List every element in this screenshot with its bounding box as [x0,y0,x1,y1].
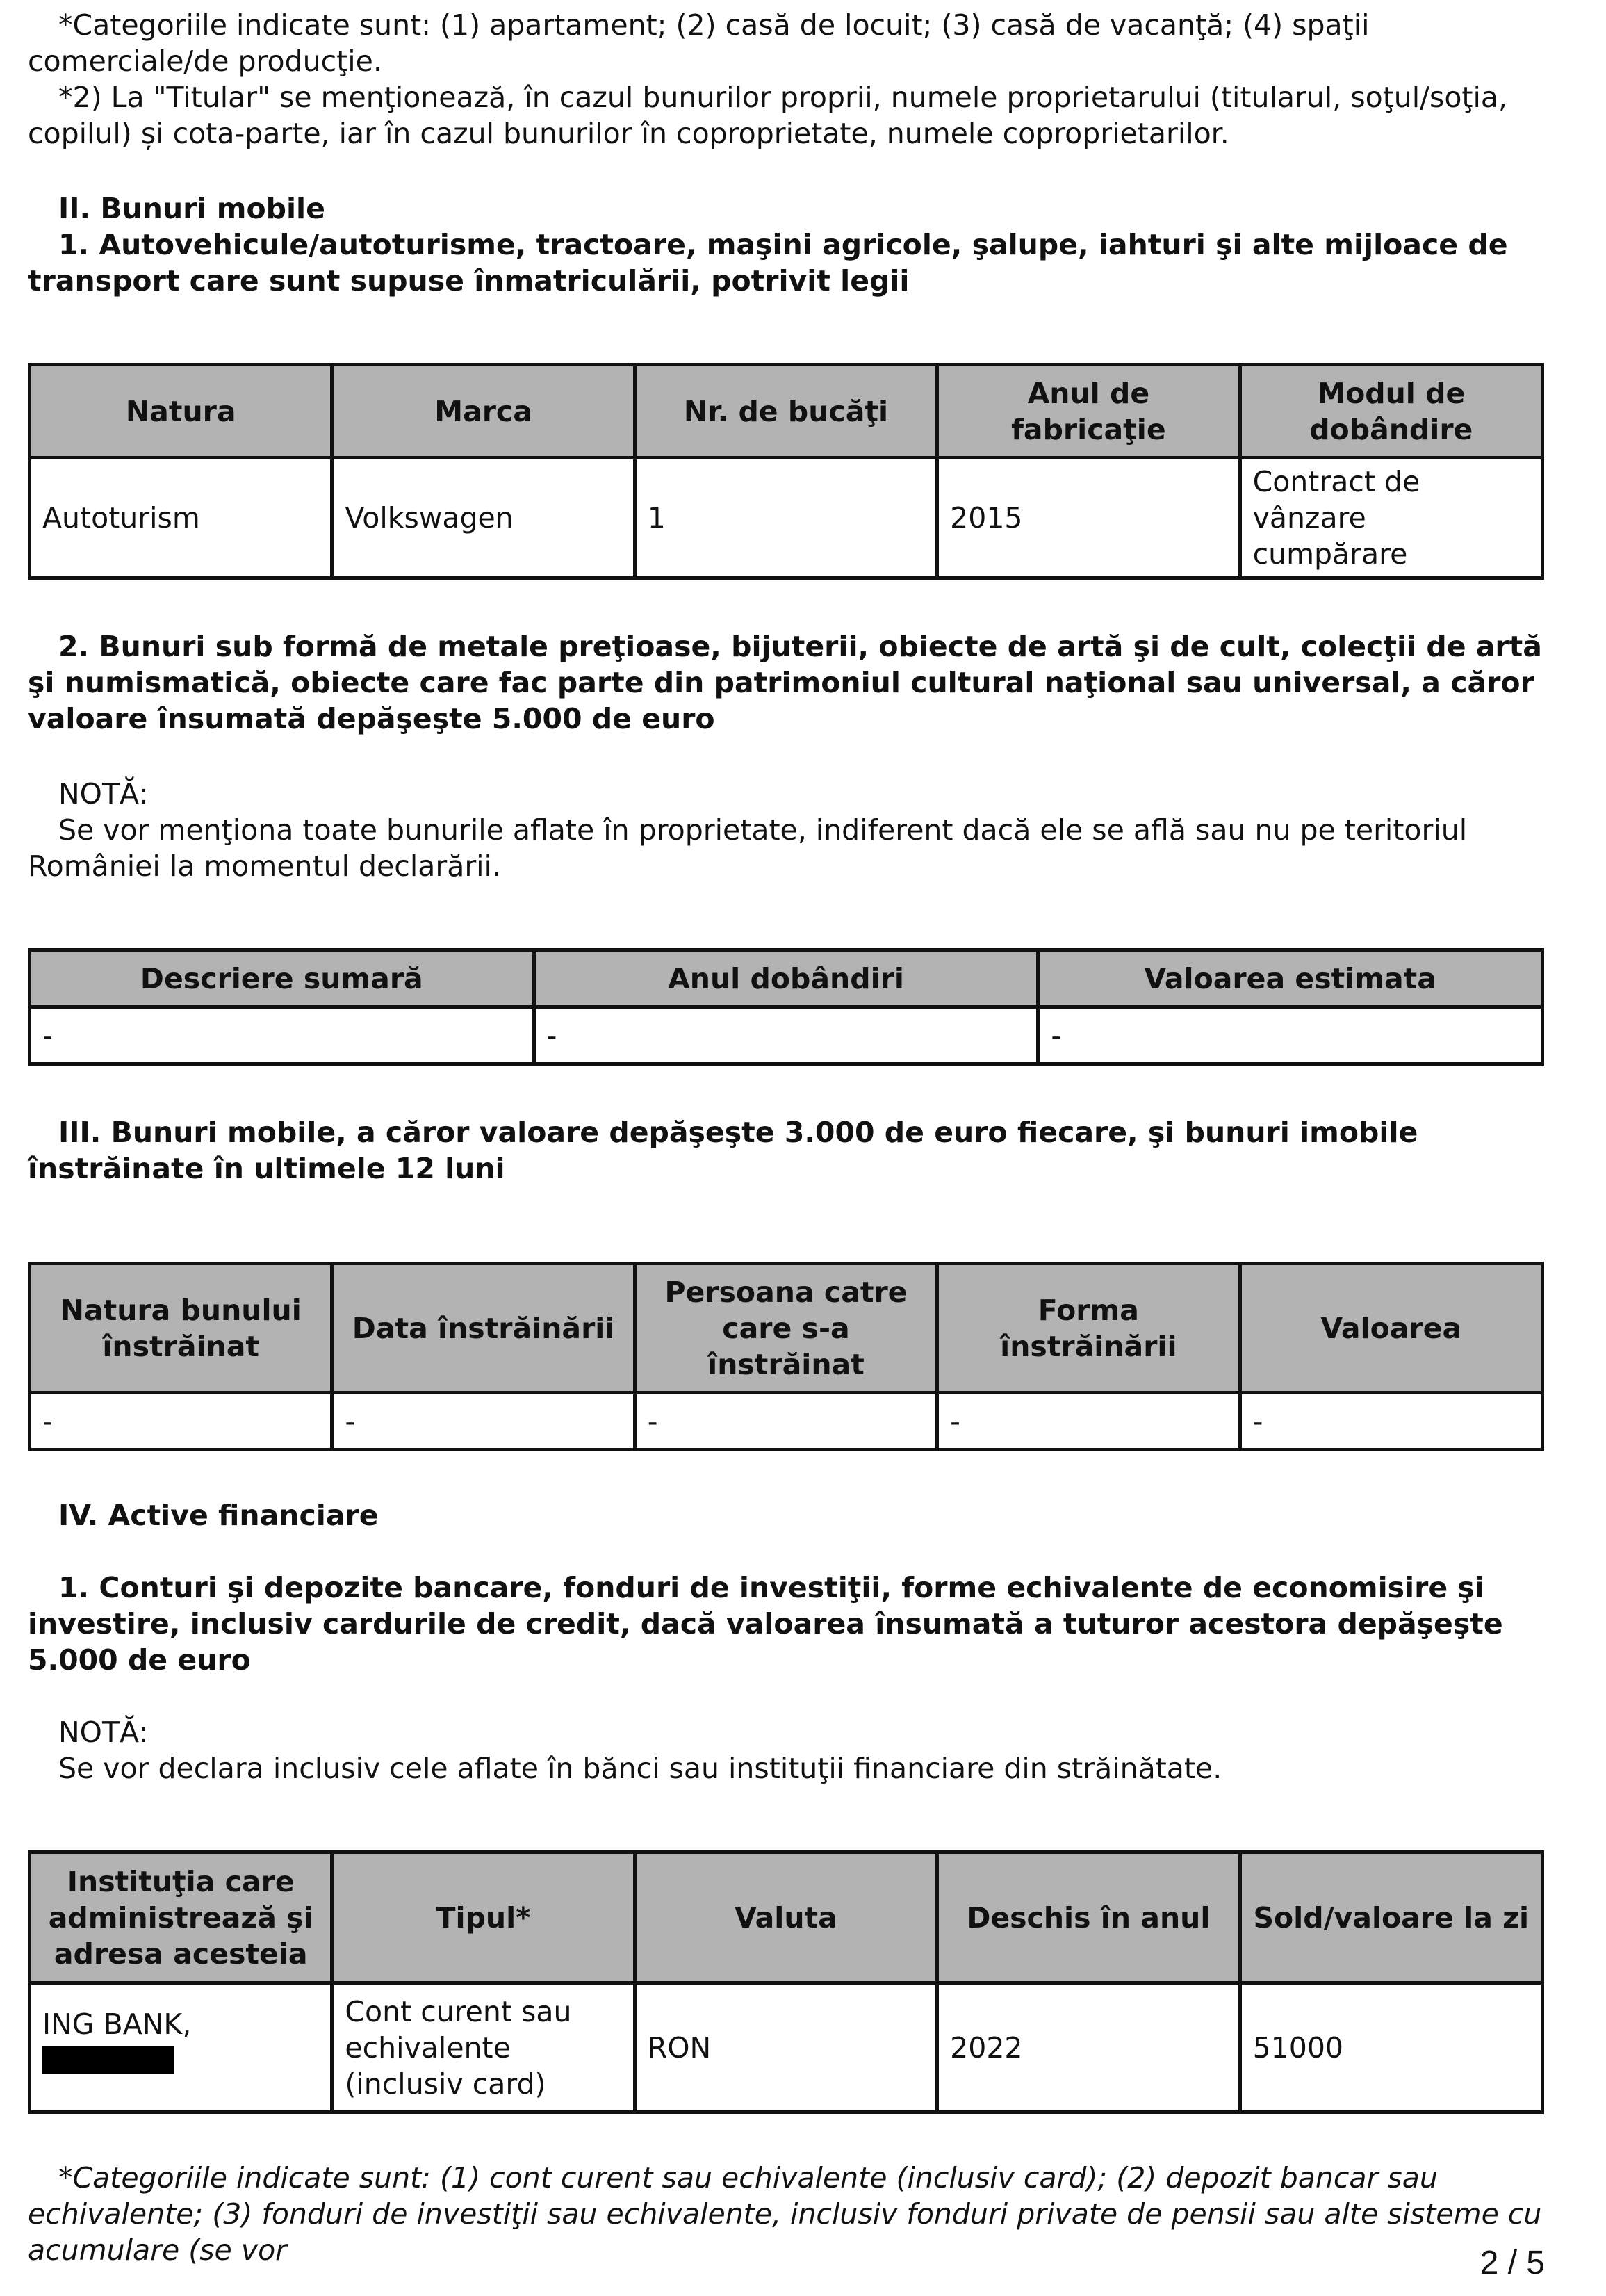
table-cell: RON [634,1983,937,2112]
column-header: Forma înstrăinării [937,1264,1240,1393]
titular-note: *2) La "Titular" se menţionează, în cazul bunurilor proprii, numele proprietarului (titularul, soţul/soţia, copilul) și cota-parte, iar în cazul bunurilor în coproprietate, numele coproprietarilor. [28,81,1508,150]
table-cell: 1 [634,458,937,578]
column-header: Instituţia care administrează şi adresa acesteia [30,1853,332,1983]
institution-name: ING BANK, [42,2007,192,2041]
vehicles-table [28,363,1544,580]
table-cell: Contract de vânzare cumpărare [1240,458,1542,578]
table-cell: Volkswagen [332,458,634,578]
table-row [30,1983,1543,2112]
table-cell: - [634,1393,937,1450]
subsection-heading-vehicles: 1. Autovehicule/autoturisme, tractoare, maşini agricole, şalupe, iahturi şi alte mijloace de transport care sunt supuse înmatriculării, potrivit legii [28,228,1508,298]
nota-text: Se vor menţiona toate bunurile aflate în proprietate, indiferent dacă ele se află sau nu pe teritoriul României la momentul declarării. [28,813,1468,883]
table-cell: - [937,1393,1240,1450]
column-header: Deschis în anul [937,1853,1240,1983]
page-number: 2 / 5 [1480,2245,1545,2281]
valuables-table [28,948,1544,1066]
table-cell: - [30,1007,534,1064]
section-heading-bunuri-mobile: II. Bunuri mobile [58,192,325,225]
table-header-row [30,950,1543,1007]
section-heading-financial-assets: IV. Active financiare [58,1499,379,1532]
column-header: Descriere sumară [30,950,534,1007]
table-row [30,1393,1543,1450]
column-header: Valuta [634,1853,937,1983]
column-header: Sold/valoare la zi [1240,1853,1542,1983]
subsection-heading-valuables: 2. Bunuri sub formă de metale preţioase, bijuterii, obiecte de artă şi de cult, colecţii de artă şi numismatică, obiecte care fac parte din patrimoniul cultural naţional sau universal, a căror valoare însumată depăşeşte 5.000 de euro [28,630,1542,735]
table-cell: Cont curent sau echivalente (inclusiv card) [332,1983,634,2112]
column-header: Data înstrăinării [332,1264,634,1393]
column-header: Anul dobândiri [534,950,1038,1007]
column-header: Natura [30,365,332,458]
bank-accounts-table [28,1850,1544,2114]
nota-label: NOTĂ: [58,1716,149,1749]
alienated-assets-table [28,1262,1544,1451]
column-header: Marca [332,365,634,458]
table-row [30,458,1543,578]
table-cell: Autoturism [30,458,332,578]
column-header: Tipul* [332,1853,634,1983]
column-header: Anul de fabricaţie [937,365,1240,458]
table-cell-institution [30,1983,332,2112]
nota-text: Se vor declara inclusiv cele aflate în bănci sau instituţii financiare din străinătate. [58,1752,1222,1785]
column-header: Persoana catre care s-a înstrăinat [634,1264,937,1393]
table-cell: - [1240,1393,1542,1450]
table-cell: 2022 [937,1983,1240,2112]
section-heading-alienated-assets: III. Bunuri mobile, a căror valoare depăşeşte 3.000 de euro fiecare, şi bunuri imobile înstrăinate în ultimele 12 luni [28,1116,1418,1185]
table-header-row [30,1264,1543,1393]
table-cell: - [332,1393,634,1450]
column-header: Natura bunului înstrăinat [30,1264,332,1393]
column-header: Modul de dobândire [1240,365,1542,458]
column-header: Nr. de bucăţi [634,365,937,458]
table-cell: - [534,1007,1038,1064]
table-cell: 2015 [937,458,1240,578]
footnote-categories: *Categoriile indicate sunt: (1) cont curent sau echivalente (inclusiv card); (2) depozit bancar sau echivalente; (3) fonduri de investiţii sau echivalente, inclusiv fonduri private de pensii sau alte sisteme cu acumulare (se vor [28,2161,1542,2267]
table-header-row [30,1853,1543,1983]
table-cell: - [1038,1007,1543,1064]
table-cell: - [30,1393,332,1450]
column-header: Valoarea [1240,1264,1542,1393]
category-note: *Categoriile indicate sunt: (1) apartament; (2) casă de locuit; (3) casă de vacanţă; (4) spaţii comerciale/de producţie. [28,8,1370,78]
table-header-row [30,365,1543,458]
nota-label: NOTĂ: [58,777,149,811]
document-page [28,7,1546,2268]
column-header: Valoarea estimata [1038,950,1543,1007]
table-cell: 51000 [1240,1983,1542,2112]
redacted-address-block [42,2046,174,2074]
table-row [30,1007,1543,1064]
subsection-heading-bank-accounts: 1. Conturi şi depozite bancare, fonduri de investiţii, forme echivalente de economisire şi investire, inclusiv cardurile de credit, dacă valoarea însumată a tuturor acestora depăşeşte 5.000 de euro [28,1571,1503,1677]
